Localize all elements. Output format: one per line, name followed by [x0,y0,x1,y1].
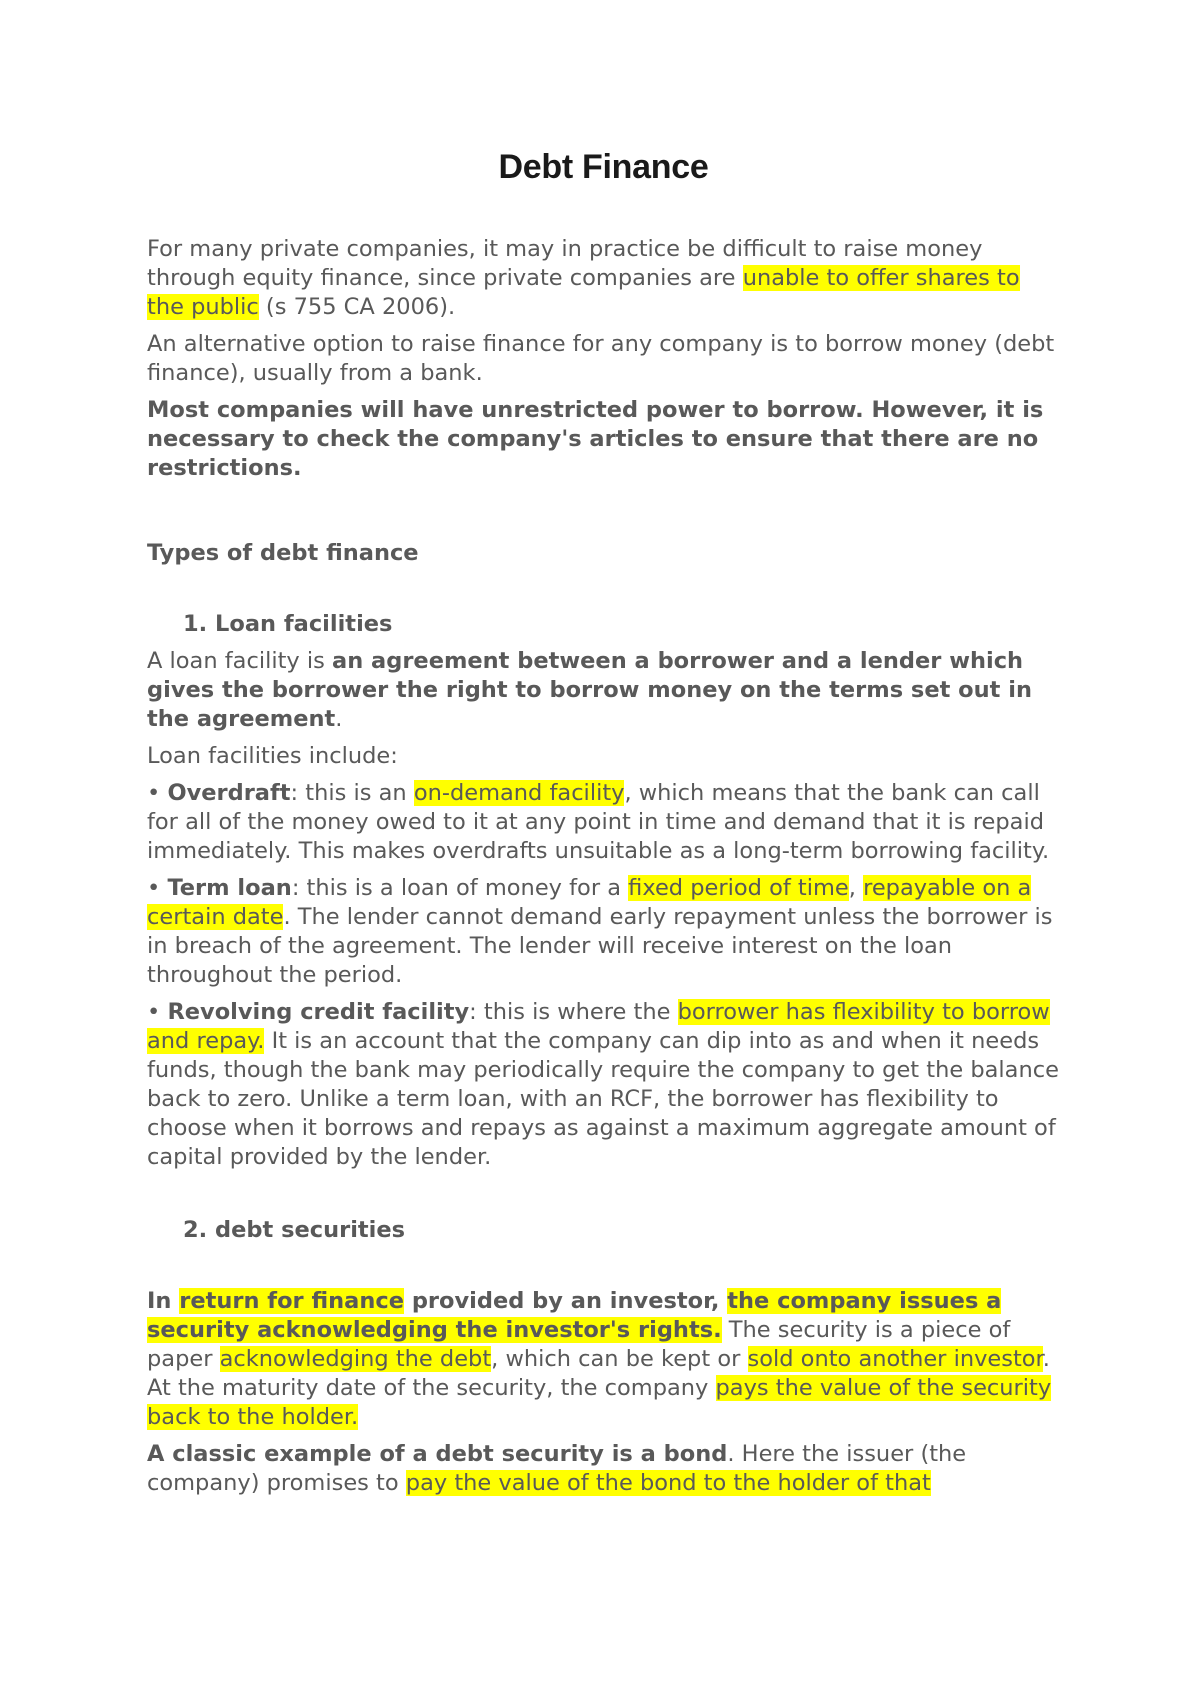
highlight: on-demand facility [413,780,625,806]
highlight: pay the value of the bond to the holder of that [405,1470,931,1496]
intro-paragraph-3: Most companies will have unrestricted power to borrow. However, it is necessary to check the company's articles to ensure that there are no restrictions. [147,397,1044,481]
loan-include-label: Loan facilities include: [147,743,398,769]
securities-paragraph-1: In return for finance provided by an investor, the company issues a security acknowledging the investor's rights. The security is a piece of paper acknowledging the debt, which can be kept or sold onto another investor. At the maturity date of the security, the company pays the value of the security back to the holder. [147,1288,1052,1430]
loan-facilities-heading: 1. Loan facilities [183,611,393,637]
highlight: sold onto another investor [747,1346,1043,1372]
loan-definition: A loan facility is an agreement between a borrower and a lender which gives the borrower the right to borrow money on the terms set out in the agreement. [147,648,1032,732]
highlight: borrower has flexibility to borrow and repay. [147,999,1050,1054]
securities-paragraph-2: A classic example of a debt security is a bond. Here the issuer (the company) promises to pay the value of the bond to the holder of that [147,1441,967,1496]
rcf-item: • Revolving credit facility: this is where the borrower has flexibility to borrow and repay. It is an account that the company can dip into as and when it needs funds, though the bank may periodically require the company to get the balance back to zero. Unlike a term loan, with an RCF, the borrower has flexibility to choose when it borrows and repays as against a maximum aggregate amount of capital provided by the lender. [147,999,1059,1170]
page-title: Debt Finance [498,148,709,186]
term-loan-item: • Term loan: this is a loan of money for a fixed period of time, repayable on a certain date. The lender cannot demand early repayment unless the borrower is in breach of the agreement. The lender will receive interest on the loan throughout the period. [147,875,1053,988]
debt-securities-heading: 2. debt securities [183,1217,406,1243]
highlight: return for finance [179,1288,404,1314]
intro-paragraph-1: For many private companies, it may in practice be difficult to raise money through equity finance, since private companies are unable to offer shares to the public (s 755 CA 2006). [147,236,1020,320]
highlight: the company issues a security acknowledging the investor's rights. [147,1288,1002,1343]
intro-paragraph-2: An alternative option to raise finance for any company is to borrow money (debt finance), usually from a bank. [147,331,1055,386]
overdraft-item: • Overdraft: this is an on-demand facility, which means that the bank can call for all of the money owed to it at any point in time and demand that it is repaid immediately. This makes overdrafts unsuitable as a long-term borrowing facility. [147,780,1050,864]
highlight: pays the value of the security back to the holder. [147,1375,1052,1430]
highlight: fixed period of time [628,875,849,901]
highlight: repayable on a certain date [147,875,1032,930]
types-heading: Types of debt finance [147,540,419,566]
highlight: unable to offer shares to the public [147,265,1020,320]
highlight: acknowledging the debt [219,1346,492,1372]
